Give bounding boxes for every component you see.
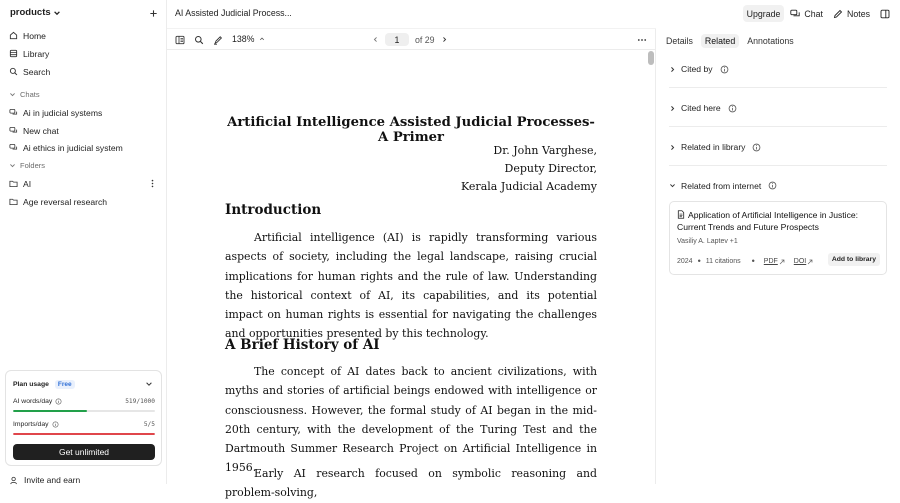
outline-icon[interactable] [175, 35, 185, 45]
folder-item[interactable] [4, 175, 162, 192]
chevron-down-icon[interactable] [145, 380, 153, 388]
chevron-left-icon[interactable] [372, 36, 379, 43]
header-actions [743, 5, 894, 22]
ai-words-row [13, 398, 155, 405]
paper-authors [677, 238, 738, 245]
workspace-name: products [10, 7, 51, 18]
plan-usage-title [13, 380, 75, 389]
document-tab-title[interactable]: AI Assisted Judicial Process... [175, 8, 292, 18]
imports-value: 5/5 [143, 421, 155, 428]
chats-heading: Chats [20, 90, 40, 99]
chevron-down-icon [669, 182, 676, 189]
page-number-input[interactable]: 1 [385, 33, 409, 46]
cited-by-section[interactable] [669, 51, 887, 88]
separator-dot: • [697, 256, 701, 266]
paper-citations[interactable]: 11 citations [705, 258, 741, 265]
sidebar-item-label: Library [23, 48, 50, 59]
plan-badge: Free [55, 380, 75, 389]
viewer-toolbar [167, 28, 656, 50]
author-line: Dr. John Varghese, [493, 144, 597, 157]
plus-icon [149, 9, 158, 18]
chat-bubbles-icon [9, 108, 18, 117]
early-ai-text: Early AI research focused on symbolic reasoning and problem-solving, [225, 467, 597, 500]
info-icon[interactable] [52, 421, 59, 428]
tab-annotations[interactable]: Annotations [747, 36, 794, 46]
chevron-up-icon [259, 36, 265, 42]
external-link-icon [807, 259, 813, 265]
section-label: Related from internet [681, 180, 762, 191]
author-line: Deputy Director, [504, 162, 597, 175]
info-icon[interactable] [752, 143, 761, 152]
zoom-control[interactable] [232, 34, 265, 44]
imports-row [13, 421, 155, 428]
separator-dot: • [751, 256, 755, 266]
get-unlimited-button[interactable]: Get unlimited [13, 444, 155, 460]
tab-related[interactable]: Related [701, 34, 739, 48]
ai-words-value: 519/1000 [125, 398, 155, 405]
page-navigator [372, 33, 448, 46]
chevron-right-icon[interactable] [441, 36, 448, 43]
info-icon[interactable] [720, 65, 729, 74]
folder-item[interactable] [4, 193, 162, 210]
chat-bubbles-icon [9, 143, 18, 152]
more-authors[interactable]: +1 [729, 238, 738, 245]
library-icon [9, 49, 18, 58]
more-horizontal-icon[interactable] [637, 35, 647, 45]
section-label: Related in library [681, 142, 746, 152]
imports-label: Imports/day [13, 421, 49, 428]
document-viewer [167, 28, 656, 500]
sidebar-item-label: Search [23, 66, 51, 77]
intro-heading: Introduction [225, 202, 322, 218]
history-text: The concept of AI dates back to ancient civilizations, with myths and stories of artificial beings endowed with intelligence or consciousness. However, the formal study of AI began in the mid-20th century, with the development of the Turing Test and the Dartmouth Summer Research Project on Artificial Intelligence in 1956. [225, 365, 597, 475]
chat-icon [790, 9, 800, 19]
folder-icon [9, 179, 18, 188]
info-icon[interactable] [768, 181, 777, 190]
folder-item-label: Age reversal research [23, 196, 108, 207]
plan-usage-card [5, 370, 162, 466]
highlighter-icon[interactable] [213, 35, 223, 45]
ai-words-progress [13, 410, 155, 412]
viewer-scrollbar[interactable] [648, 51, 654, 65]
sidebar [0, 0, 167, 484]
new-chat-button[interactable] [145, 5, 162, 22]
paper-year: 2024 [677, 258, 693, 265]
early-ai-paragraph [225, 464, 597, 503]
related-from-internet-section[interactable] [669, 167, 887, 204]
chevron-right-icon [669, 144, 676, 151]
folders-section-toggle[interactable] [9, 161, 45, 170]
intro-text: Artificial intelligence (AI) is rapidly transforming various aspects of society, including the legal landscape, raising crucial implications for human rights and the rule of law. Understanding the historical context of AI, its capabilities, and its potential impact on human rights is essential for navigating the challenges and opportunities presented by this technology. [225, 231, 597, 341]
chat-item[interactable] [4, 104, 162, 121]
info-icon[interactable] [728, 104, 737, 113]
notes-button[interactable] [829, 5, 874, 22]
pen-icon [833, 9, 843, 19]
history-heading: A Brief History of AI [225, 337, 380, 353]
intro-paragraph [225, 228, 597, 344]
home-icon [9, 31, 18, 40]
imports-progress-fill [13, 433, 155, 435]
pdf-link[interactable] [764, 258, 785, 265]
imports-progress [13, 433, 155, 435]
pdf-link-label: PDF [763, 258, 778, 265]
sidebar-panel-icon [880, 9, 890, 19]
tab-details[interactable]: Details [666, 36, 693, 46]
chat-item-label: New chat [23, 125, 59, 136]
chat-button[interactable] [786, 5, 827, 22]
chat-item-label: Ai in judicial systems [23, 107, 103, 118]
chevron-right-icon [669, 105, 676, 112]
sidebar-item-home[interactable] [4, 27, 162, 44]
plan-title-label: Plan usage [13, 381, 49, 388]
add-to-library-button[interactable]: Add to library [828, 253, 880, 266]
zoom-value: 138% [232, 34, 255, 44]
chats-section-toggle[interactable] [9, 90, 40, 99]
notes-label: Notes [847, 8, 870, 19]
chevron-down-icon [9, 91, 16, 98]
search-icon [9, 67, 18, 76]
user-plus-icon [10, 476, 19, 485]
sidebar-item-search[interactable] [4, 63, 162, 80]
panel-tabs [662, 34, 798, 48]
chat-label: Chat [804, 8, 824, 19]
paper-title[interactable] [677, 209, 877, 233]
chevron-down-icon [53, 9, 61, 17]
folder-icon [9, 197, 18, 206]
author-line: Kerala Judicial Academy [461, 180, 597, 193]
ai-words-progress-fill [13, 410, 87, 412]
related-in-library-section[interactable] [669, 129, 887, 166]
chat-item[interactable] [4, 139, 162, 156]
doi-link-label: DOI [793, 258, 807, 265]
ai-words-label: AI words/day [13, 398, 53, 405]
document-title: Artificial Intelligence Assisted Judicial Processes-A Primer [227, 115, 595, 145]
section-label: Cited by [681, 64, 713, 74]
related-paper-card[interactable] [669, 201, 887, 275]
upgrade-button[interactable] [743, 5, 785, 22]
folder-item-label: AI [23, 178, 32, 189]
chat-bubbles-icon [9, 126, 18, 135]
search-icon[interactable] [194, 35, 204, 45]
toggle-panel-button[interactable] [876, 5, 894, 22]
invite-label: Invite and earn [24, 475, 81, 485]
chevron-down-icon [9, 162, 16, 169]
chat-item-label: Ai ethics in judicial system [23, 142, 123, 153]
info-icon[interactable] [55, 398, 62, 405]
external-link-icon [779, 259, 785, 265]
chat-item[interactable] [4, 122, 162, 139]
document-icon [677, 210, 685, 219]
workspace-switcher[interactable] [10, 7, 61, 18]
paper-meta [677, 257, 813, 266]
right-panel [657, 28, 900, 484]
upgrade-label: Upgrade [746, 8, 781, 19]
folders-heading: Folders [20, 161, 46, 170]
sidebar-item-library[interactable] [4, 45, 162, 62]
more-vertical-icon[interactable] [148, 179, 157, 188]
page-total: of 29 [415, 34, 435, 45]
invite-and-earn-link[interactable] [10, 475, 80, 485]
sidebar-item-label: Home [23, 30, 46, 41]
chevron-right-icon [669, 66, 676, 73]
paper-author: Vasiliy A. Laptev [677, 238, 728, 245]
doi-link[interactable] [794, 258, 813, 265]
section-label: Cited here [681, 103, 721, 113]
cited-here-section[interactable] [669, 90, 887, 127]
history-paragraph [225, 362, 597, 478]
paper-title-text: Application of Artificial Intelligence in Justice: Current Trends and Future Prospects [677, 210, 859, 232]
